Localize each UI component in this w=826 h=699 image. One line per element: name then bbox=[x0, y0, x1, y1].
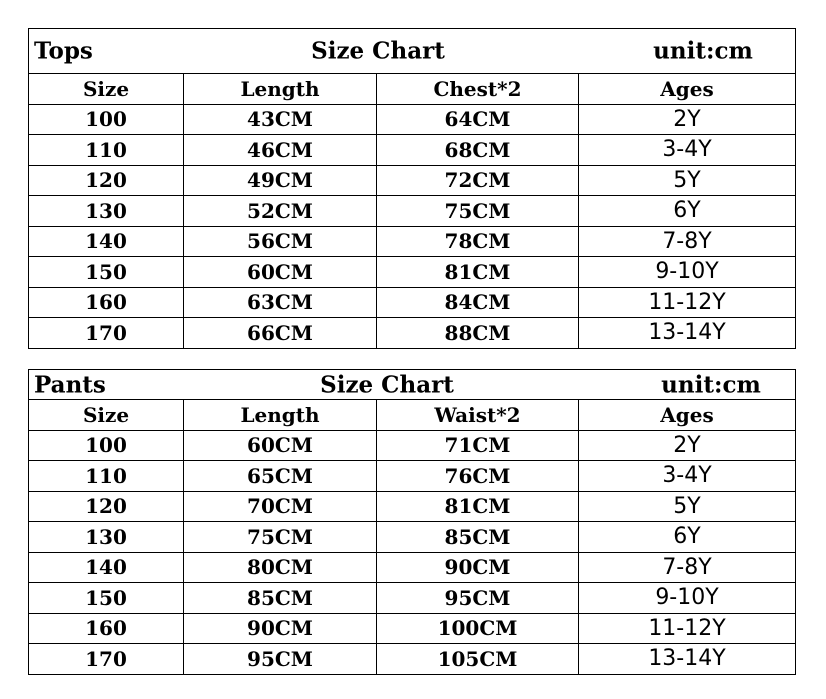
column-header: Chest*2 bbox=[377, 74, 579, 105]
column-header: Size bbox=[29, 400, 184, 431]
ages-cell: 13-14Y bbox=[579, 644, 796, 675]
length-cell: 65CM bbox=[184, 461, 377, 492]
pants-title-row bbox=[29, 370, 796, 400]
tops-title-cell bbox=[29, 29, 796, 74]
column-header: Ages bbox=[579, 74, 796, 105]
table-row bbox=[29, 196, 796, 227]
length-cell: 90CM bbox=[184, 613, 377, 644]
table-row bbox=[29, 644, 796, 675]
tops-chart-title: Size Chart bbox=[311, 37, 445, 65]
length-cell: 43CM bbox=[184, 104, 377, 135]
column-header: Ages bbox=[579, 400, 796, 431]
chest-cell: 84CM bbox=[377, 287, 579, 318]
size-cell: 100 bbox=[29, 104, 184, 135]
waist-cell: 85CM bbox=[377, 522, 579, 553]
length-cell: 85CM bbox=[184, 583, 377, 614]
pants-label: Pants bbox=[34, 371, 106, 398]
size-cell: 110 bbox=[29, 461, 184, 492]
column-header: Waist*2 bbox=[377, 400, 579, 431]
table-row bbox=[29, 287, 796, 318]
ages-cell: 11-12Y bbox=[579, 287, 796, 318]
waist-cell: 100CM bbox=[377, 613, 579, 644]
chest-cell: 88CM bbox=[377, 318, 579, 349]
table-row bbox=[29, 257, 796, 288]
table-row bbox=[29, 461, 796, 492]
tops-label: Tops bbox=[34, 37, 93, 65]
pants-header-row bbox=[29, 400, 796, 431]
tops-header-row bbox=[29, 74, 796, 105]
ages-cell: 6Y bbox=[579, 196, 796, 227]
length-cell: 95CM bbox=[184, 644, 377, 675]
table-row bbox=[29, 430, 796, 461]
chest-cell: 78CM bbox=[377, 226, 579, 257]
length-cell: 80CM bbox=[184, 552, 377, 583]
table-row bbox=[29, 583, 796, 614]
table-row bbox=[29, 104, 796, 135]
ages-cell: 7-8Y bbox=[579, 226, 796, 257]
chest-cell: 68CM bbox=[377, 135, 579, 166]
column-header: Length bbox=[184, 400, 377, 431]
ages-cell: 5Y bbox=[579, 165, 796, 196]
length-cell: 49CM bbox=[184, 165, 377, 196]
size-cell: 170 bbox=[29, 644, 184, 675]
column-header: Size bbox=[29, 74, 184, 105]
column-header: Length bbox=[184, 74, 377, 105]
size-cell: 150 bbox=[29, 257, 184, 288]
table-row bbox=[29, 613, 796, 644]
size-cell: 160 bbox=[29, 613, 184, 644]
length-cell: 46CM bbox=[184, 135, 377, 166]
size-cell: 170 bbox=[29, 318, 184, 349]
ages-cell: 7-8Y bbox=[579, 552, 796, 583]
ages-cell: 5Y bbox=[579, 491, 796, 522]
length-cell: 70CM bbox=[184, 491, 377, 522]
length-cell: 75CM bbox=[184, 522, 377, 553]
size-cell: 130 bbox=[29, 522, 184, 553]
table-row bbox=[29, 318, 796, 349]
tops-unit: unit:cm bbox=[653, 37, 753, 65]
table-row bbox=[29, 165, 796, 196]
waist-cell: 105CM bbox=[377, 644, 579, 675]
length-cell: 63CM bbox=[184, 287, 377, 318]
ages-cell: 2Y bbox=[579, 104, 796, 135]
size-cell: 100 bbox=[29, 430, 184, 461]
size-cell: 110 bbox=[29, 135, 184, 166]
chest-cell: 72CM bbox=[377, 165, 579, 196]
length-cell: 60CM bbox=[184, 430, 377, 461]
size-cell: 120 bbox=[29, 491, 184, 522]
waist-cell: 71CM bbox=[377, 430, 579, 461]
ages-cell: 3-4Y bbox=[579, 461, 796, 492]
ages-cell: 13-14Y bbox=[579, 318, 796, 349]
pants-unit: unit:cm bbox=[661, 371, 761, 398]
ages-cell: 6Y bbox=[579, 522, 796, 553]
size-cell: 140 bbox=[29, 226, 184, 257]
length-cell: 66CM bbox=[184, 318, 377, 349]
chest-cell: 64CM bbox=[377, 104, 579, 135]
waist-cell: 95CM bbox=[377, 583, 579, 614]
size-cell: 150 bbox=[29, 583, 184, 614]
tops-title-row bbox=[29, 29, 796, 74]
ages-cell: 9-10Y bbox=[579, 257, 796, 288]
chest-cell: 81CM bbox=[377, 257, 579, 288]
table-row bbox=[29, 135, 796, 166]
length-cell: 56CM bbox=[184, 226, 377, 257]
waist-cell: 76CM bbox=[377, 461, 579, 492]
size-cell: 140 bbox=[29, 552, 184, 583]
ages-cell: 11-12Y bbox=[579, 613, 796, 644]
table-row bbox=[29, 552, 796, 583]
size-cell: 130 bbox=[29, 196, 184, 227]
waist-cell: 81CM bbox=[377, 491, 579, 522]
table-row bbox=[29, 522, 796, 553]
waist-cell: 90CM bbox=[377, 552, 579, 583]
pants-size-chart bbox=[28, 369, 796, 675]
chest-cell: 75CM bbox=[377, 196, 579, 227]
ages-cell: 3-4Y bbox=[579, 135, 796, 166]
length-cell: 60CM bbox=[184, 257, 377, 288]
table-row bbox=[29, 491, 796, 522]
pants-title-cell bbox=[29, 370, 796, 400]
size-cell: 120 bbox=[29, 165, 184, 196]
length-cell: 52CM bbox=[184, 196, 377, 227]
size-cell: 160 bbox=[29, 287, 184, 318]
ages-cell: 9-10Y bbox=[579, 583, 796, 614]
pants-chart-title: Size Chart bbox=[320, 371, 454, 398]
tops-size-chart bbox=[28, 28, 796, 349]
ages-cell: 2Y bbox=[579, 430, 796, 461]
table-row bbox=[29, 226, 796, 257]
